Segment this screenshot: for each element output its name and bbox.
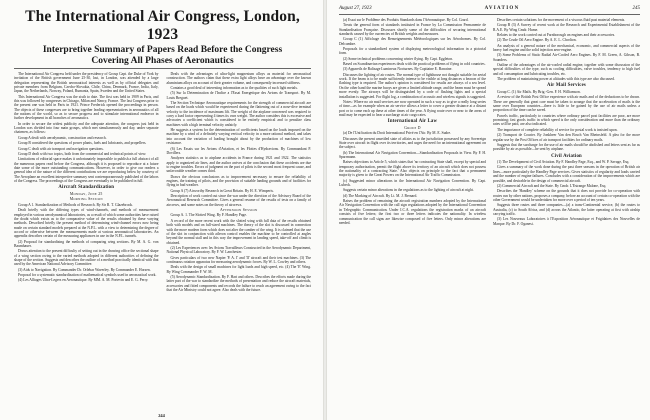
paragraph: Group A dealt with aerodynamic, construction and research. xyxy=(18,135,107,140)
right-column-1 xyxy=(339,18,486,227)
paragraph: (2) The Crude Oil Aero Engine. By A. E. L. Chorlton. xyxy=(497,38,577,43)
paragraph: Raises objections to Article 5, which states that 'no contracting State shall, except by special and temporary authorization, permit the flight above its territory of an aircraft which does not possess the nationality of a contracting State.' Also objects on principle to the fact that a permanent majority is given to the Great Powers on the International Air Traffic Commission. xyxy=(339,160,486,178)
paragraph: Group C dealt with air transport and navigation questions. xyxy=(18,146,104,151)
paragraph: The importance of complete reliability of service for postal work is insisted upon. xyxy=(497,127,618,132)
paragraph: Discusses the lighting of air routes. The normal type of lighthouse not thought suitable for aerial work. If the beam is to be made sufficiently intense to be visible at long distances a beacon of the flashing type is required. The author's opinion is considered for results are always of a sea level. On the other hand the marine buoys are given a limited altitude range, and the beam must be spread more evenly. The airways will be distinguished by a code of flashing lights and a special installation is suggested. For flight log, a combination of acoustic and wireless signals is suggested. xyxy=(339,72,486,99)
paragraph: Suggests that the surcharge for the use of air mails should be abolished and letters sent as far as possible by air as possible—be sent by airplane. xyxy=(493,142,640,152)
right-page xyxy=(327,0,650,420)
article-subtitle xyxy=(14,45,311,66)
paragraph: (2) Proposal for standardizing the methods of comparing wing sections. By M. A. G. von Baumhauer. xyxy=(14,239,159,248)
paragraph: (c) Suggested minor alterations in the International Air Navigation Convention. By Capt. Lubeck. xyxy=(339,178,486,188)
left-page xyxy=(0,0,323,420)
running-head xyxy=(339,6,640,11)
paragraph: Outline of the advantages of the air-cooled radial engine, together with some discussion of the special difficulties of the type, such as cooling difficulties, valve troubles, tendency to high fuel and oil consumption and lubricating troubles, etc. xyxy=(493,63,640,76)
paragraph: The problem of maintaining power at altitudes with this type are also discussed. xyxy=(497,77,615,82)
left-columns xyxy=(14,72,311,293)
paragraph: Gives a summary of the work done during the past three seasons in the operation of British air lines—more particularly the Handley Page services. Gives statistics of regularity and loads carried and the number of engine failures. Concludes with a consideration of the improvements which are possible, and desirable in the design of commercial aircraft. xyxy=(493,165,640,183)
paragraph: Deals with the advantages of ultra-light magnesium alloys as material for aeronautical construction. The authors claim that these extra light alloys have an advantage over the known aluminium alloys on account of their greater volume, and consequently increased stiffness. xyxy=(166,72,311,85)
paragraph: Limitations of editorial space makes it unfortunately impossible to publish a full abstract of all the numerous papers read before the Congress, although it is proposed to reproduce at a future date some of the more outstanding communications. However, in order to give our readers a general idea of the nature of the different contributions we are reproducing below by courtesy of The Aeroplane an excellent interpretive summary sent contemporaneously published of the labors of the Congress. The proceedings of the Congress are eventually to be published in full. xyxy=(14,157,159,183)
paragraph: Group B considered the questions of power plants, fuels and lubricants, and propellers. xyxy=(18,141,147,146)
paragraph: (2) Transport de Courier. By Jonkheer Van den Bosch Van Rheinsfeld. A plea for the more regular use by the Post Offices of air transport facilities for ordinary mails. xyxy=(493,133,640,142)
paragraph: Deals with the design of small machines for light loads and high speed, etc. (4) The 'E' Wing. By Wing Commander F. W. M. xyxy=(166,265,311,274)
paragraph: Group A 1. Standardization of Methods of Research. By Sir R. T. Glazebrook. xyxy=(18,202,134,207)
paragraph: (3) Aids to Navigation. By Commander Dr. Orlebar Waverley. By Commander E. Horsen. xyxy=(18,267,151,272)
paragraph: Group C. (1) Air Mails. By Brig.-Gen. F. H. Williamson. xyxy=(497,90,581,95)
paragraph: An analysis of a general nature of the mechanical, economic, and commercial aspects of the heavy fuel engine and the solid injection aero-engine. xyxy=(493,43,640,53)
paragraph: Proposal for a systematic standardization of mathematical symbols used in aeronautical work. xyxy=(18,273,157,277)
paragraph: (4) Les Alliages Ultra-Legers en Aeronautique. By MM. A. M. Portevin and E. G. Perry. xyxy=(18,278,149,283)
paragraph: A review of the British Post Office experience with air mails and of the deductions to be drawn. These are generally that great care must be taken to arrange that the acceleration of mails is the same over European countries—there is little to be gained by the use of air mails unless a proportion of the time can be saved. xyxy=(493,95,640,113)
paragraph: Draws the obvious conclusions as to improvement necessary to ensure the reliability of engines, the training of pilots, and the provision of suitable landing grounds and of facilities for flying in bad weather. xyxy=(166,174,311,188)
paragraph: (5) Aerodynamic Standardization. By F. Hart and others. Describes the efforts made during the latter part of the war to standardize the methods of presentation and reduce the aircraft materials, accessories and fitted components and records the failure to reach an agreement owing to the fact that the Air Ministry could not agree. Also deals with the future. xyxy=(166,274,311,292)
paragraph: Suggests certain minor alterations in the regulations as to the lighting of aircraft at night. xyxy=(343,188,474,193)
paragraph: Group A (7) Airworthy Research in Great Britain. By H. E. Wimperis. xyxy=(170,188,274,193)
paragraph: Describes certain solutions for the movement of a viscous fluid past material elements. xyxy=(497,18,626,22)
paragraph: Suggests three routes and three companies—(a) a trans-Continental service, (b) the routes to Australia, (c) to South Africa, and (d) across the Atlantic, the latter operating at first with airship carrying traffic. xyxy=(493,203,640,216)
magazine-name: AVIATION xyxy=(484,6,520,11)
paragraph: Treats the general form of standards instituted in France by La Commission Permanente de Standardisation Française. Discusses shortly some of the difficulties of securing international standards caused by the currencies of British weights and measures. xyxy=(339,23,486,37)
subtitle-line-1: Interpretive Summary of Papers Read Before the Congress xyxy=(42,45,283,55)
paragraph: Discusses the present unsettled state of affairs as to the jurisdiction possessed by any Sovereign State over aircraft in flight over its territories, and urges the need for an international agreement on the subject. xyxy=(339,136,486,150)
section-heading: Afternoon Session xyxy=(220,207,258,212)
issue-date: August 27, 1923 xyxy=(339,6,372,11)
paragraph: (2) Commercial Aircraft and the State. By Cmdr. L'Estrange Malone, Esq. xyxy=(497,183,607,188)
paragraph: (a) Essai sur le Problème des Produits Standards dans l'Aéronautique. By Col. Grard. xyxy=(343,18,469,22)
paragraph: Relates to the work carried out at Farnborough on engines and their accessories. xyxy=(497,33,616,38)
subtitle-line-2: Covering All Phases of Aeronautics xyxy=(91,55,234,66)
paragraph: (5) Sur la Determination de l'Indice a l'Essai Energetique des Avions de Transport. By M. Louis Breguet. xyxy=(166,91,311,100)
paragraph: (2) Some technical problems concerning winter flying. By Capt. Eggleton. xyxy=(343,56,453,61)
left-column-1 xyxy=(14,72,159,293)
section-heading: International Air Law xyxy=(387,119,438,125)
paragraph: Dealt briefly with the differing types of wind-channels, and methods of measurement employed in various aerodynamical laboratories, as a result of which some authorities have raised the doubt which exists as to the comparative value of the results obtained by these varying methods. Described briefly the present method of determining wind-channel errors now being made on certain standard models prepared at the N.P.L. with a view to determining the degree of accord or otherwise between the measurements made at various aeronautical laboratories. An appendix describes certain of the measuring appliances in use in the N.P.L. tunnels. xyxy=(14,208,159,239)
paragraph: Draws attention to the present difficulty of setting out in the drawing office the sectional shape of a wing section owing to the varied methods adopted in different authorities of defining the shape of the section. Suggests and describes the outline of a method practically identical with that used by the American National Advisory Committee. xyxy=(14,249,159,267)
title-rule xyxy=(14,68,311,69)
paragraph: Contains a good deal of interesting information as to the qualities of such light metals. xyxy=(170,86,298,91)
paragraph: (6) Les Essais sur les Avions d'Aviation, et les Flottes d'Hydravions. By Commandant P. Dovillers. xyxy=(166,146,311,155)
article-title: The International Air Congress, London, 1923 xyxy=(25,8,300,43)
section-heading: Aircraft Standardization xyxy=(58,185,115,191)
paragraph: In order to secure the widest publicity and the adequate attention, the congress just held in London was divided into four main groups, which met simultaneously and day, under separate chairmen, as follows: xyxy=(14,121,159,135)
paragraph: Notes: Where no air mail services are now operated in such a way as to give a really long series of time—as for example when an air service allows a letter to cover a greater distance at a distant port or to come each up these at other times of the year. A flying route over or near to the areas of mail may be expected to hear a surcharge at air cargo rates. xyxy=(339,99,486,117)
paragraph: Describes the 'Handley' scheme on the grounds that it does not provide for co-operation with routes run by other nations, proposes a company, before an account of certain co-operation with the other Government would be undertaken for more over a period of ten years. xyxy=(493,189,640,202)
paragraph: (1) The Development of Civil Aviation. By F. Handley Page, Esq., and W. P. Savage, Esq. xyxy=(497,160,630,165)
section-heading: Civil Aviation xyxy=(551,153,582,159)
paragraph: Description of work carried out since the war under the direction of the Advisory Board of the Aeronautical Research Committee. Gives a general resume of the results of tests on a family of aircrews, and some notes on the theory of aircrews. xyxy=(166,193,311,207)
right-columns xyxy=(339,18,640,227)
section-heading: Air Mail Services xyxy=(546,83,586,89)
right-page-number: 245 xyxy=(632,6,640,11)
paragraph: Group A. 1. The Slotted Wing. By F. Handley Page. xyxy=(170,213,247,218)
right-column-2 xyxy=(493,18,640,227)
paragraph: (a) De l'Unification du Droit International Privé en l'Air. By M. E. Sudre. xyxy=(343,131,452,136)
section-heading: Group D xyxy=(404,125,421,130)
paragraph: (2) Les Experiences avec les Avions Travailleurs Constructed in the Aerodynamic Department, National Physical Laboratory. By F. W. Lanchester. xyxy=(166,245,311,255)
section-heading: Monday, June 25 xyxy=(69,191,103,196)
paragraph: He suggests a system for the determination of coefficients based on the loads imposed on the machine by a wind of a definitely varying vertical velocity in a more rational method, and takes into account the variation of loading brought about by the production of machines of low resistance. xyxy=(166,128,311,146)
section-heading: Morning Session xyxy=(69,197,103,202)
paragraph: Group B (3) A Survey of recent work at the Research and Experimental Establishment of the R.A.E. By Wing Cmdr. Hume. xyxy=(493,23,640,32)
left-column-2 xyxy=(167,72,312,293)
paragraph: Parcels traffic, particularly to countries where ordinary parcel post facilities are poor, are more promising; fast goods traffic in which speed is the only consideration and more than the ordinary rates will be paid, are also indicated. xyxy=(493,113,640,127)
paragraph: (3) Some Problems of Static Radial Air-Cooled Aero Engines. By F. M. Green, A. Gibson, B. Saunders. xyxy=(493,53,640,62)
paragraph: Group D dealt with two topics, both from the commercial and technical points of view. xyxy=(18,151,147,156)
paragraph: (3) Les Nouveaux Laboratoires à l'Exposition Aéronautique et Frigidaires des Nouvelles de Marque. By Dr. F. Oganesi. xyxy=(493,217,640,226)
paragraph: (3) Appareils de Balisage Lumineux Nocturnes. By Capitaine E. Barraine. xyxy=(343,67,453,72)
paragraph: Analyzes statistics as to airplane accidents in France during 1921 and 1922. The statistics apply to organized air lines, and the author arrives at the conclusion that these accidents are due to engine troubles. Errors of judgment on the part of pilots is the second most frequent cause, and unfavorable weather comes third. xyxy=(166,156,311,174)
paragraph: (b) The International Air Navigation Convention—Standardization Proposals in View. By F. H. Sparrmann. xyxy=(339,150,486,160)
paragraph: Group C (1) Affichage des Renseignements Météorologiques sur les Aérodromes. By Col. Delcambre. xyxy=(339,37,486,46)
left-page-number: 244 xyxy=(158,413,165,418)
paragraph: A record of the more recent work with the slotted wing with full data of the results obtained both with models and on full-sized machines. The theory of the slot is discussed in connection with the more modern form which does not alter the camber of the wing. It is claimed that the use of the slot in conjunction with aileron control enables the machine to be controlled at angles beyond the normal stall and in this way the improvement in landing speed, take-off and climb is obtained. xyxy=(166,218,311,245)
paragraph: This International Air Congress was the sixth to date. The first was held in 1909 in Paris, and this was followed by congresses in Chicago, Milan and Nancy, France. The last Congress prior to the present one was held in Paris in 1921. Prince Frederick opened the proceedings in person. The objects of these congresses are to bring together leading representatives in aeronautics of all the nations of the world, so as to secure progress and to stimulate international endeavor in further development in all branches of aeronautics. xyxy=(14,94,159,121)
head-rule xyxy=(339,14,640,15)
paragraph: The Section Technique Aeronautique requirements for the strength of commercial aircraft are based on the loads which would be experienced during the flattening out of a nose-dive terminal velocity to the incidence of maximum lift. The weight of the airplane concerned was required to carry a load factor representing 4 times its own weight. The author considers this is excessive and advocates a coefficient which is considered to be entirely empirical and to penalize class machines with a high terminal velocity unfairly. xyxy=(166,101,311,127)
paragraph: Gives particulars of two new Napier 'P. A. I' and 'II' aircraft and their test machines. (3) The continuous rotation apparatus for measuring aerodynamic forces. By W. L. Cowley and others. xyxy=(166,255,311,264)
paragraph: Based on Scandinavian experiences deals with the practical problems of flying in cold countries. xyxy=(343,62,486,67)
paragraph: (d) The Marking of Aircraft. By Lt. M. J. Bernard. xyxy=(343,193,418,198)
paragraph: The International Air Congress held under the presidency of Group Capt. the Duke of York by invitation of the British government June 25-30, last, in London, was attended by a large delegation representing the British aeronautical interests as well as by official delegates and private members from Belgium, Czecho-Slovakia, Chile, China, Denmark, France, India, Italy, Japan, the Netherlands, Norway, Poland, Rumania, Spain, Sweden and the United States. xyxy=(14,72,159,94)
paragraph: Proposals for a standardized system of displaying meteorological information in a pictorial form. xyxy=(339,47,486,56)
paragraph: Raises the problem of remaining the aircraft registration numbers adopted by the International Air Navigation Convention with the call sign regulations adopted by the International Convention in Telegraphic Communication. Under I.C.A. regulations the registration marks of an aircraft consists of five letters; the first two or three letters indicates the nationality. In wireless communication the call signs are likewise composed of five letters. Only minor alterations are needed. xyxy=(339,199,486,225)
